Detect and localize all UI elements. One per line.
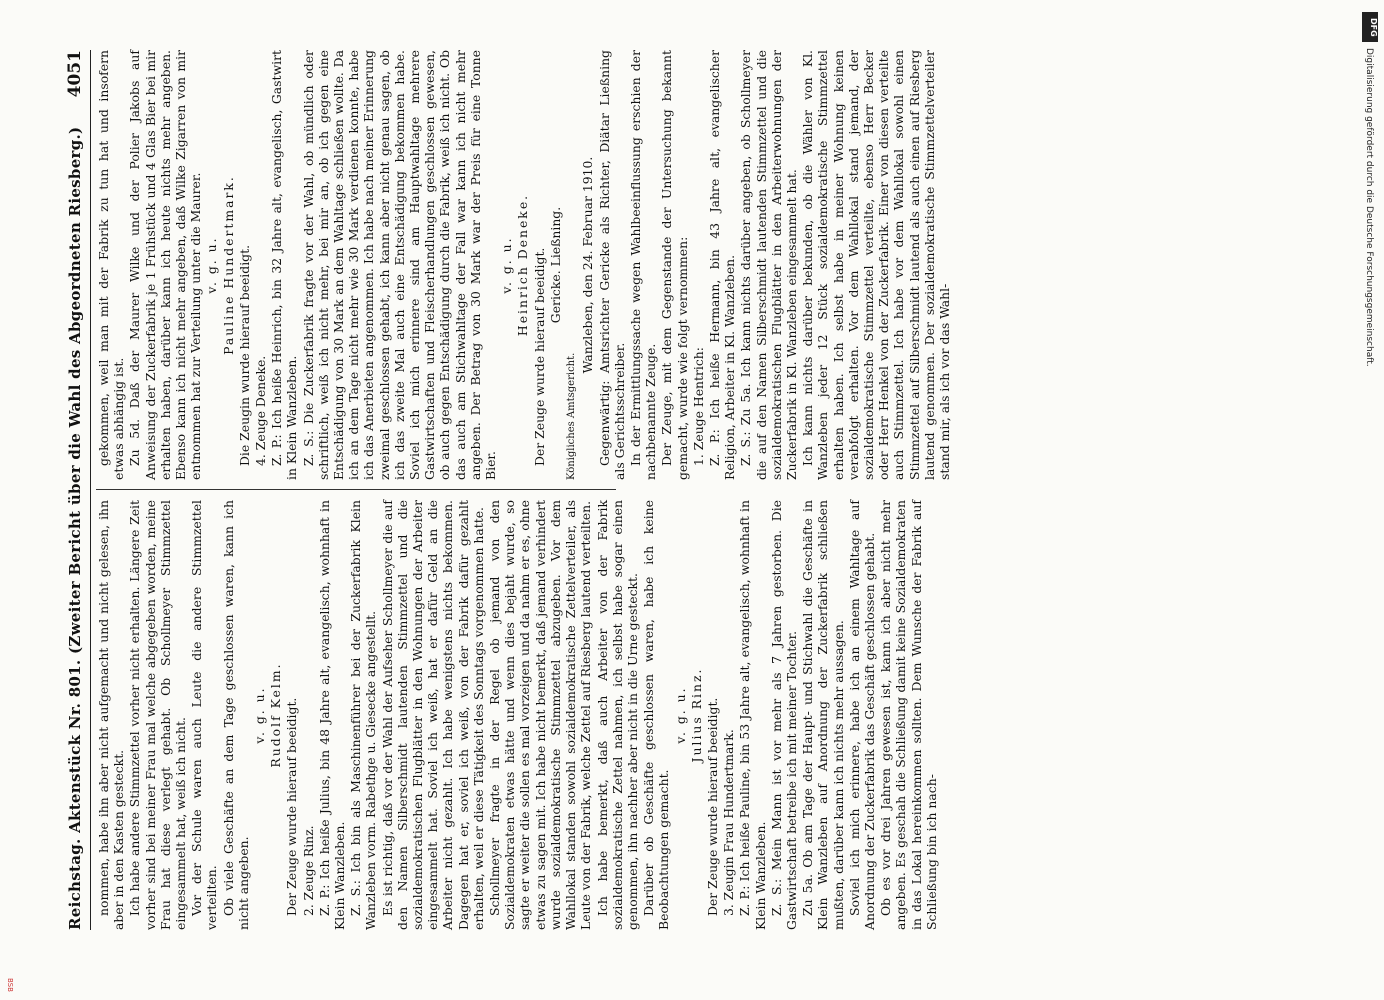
paragraph: Z. P.: Ich heiße Pauline, bin 53 Jahre alt, evangelisch, wohnhaft in Klein Wanzleben. (737, 500, 768, 930)
paragraph: Gegenwärtig: Amtsrichter Gericke als Richter, Diätar Ließning als Gerichtsschreiber. (596, 50, 627, 480)
rotated-document (60, 50, 952, 930)
paragraph: In der Ermittlungssache wegen Wahlbeeinflussung erschien der nachbenannte Zeuge. (627, 50, 659, 480)
paragraph: Z. S.: Die Zuckerfabrik fragte vor der Wahl, ob mündlich oder schriftlich, weiß ich nicht mehr, bei mir an, ob ich gegen eine Entschädigung von 30 Mark an dem Wahltage schließen wollte. Da ich an dem Tage nicht mehr wie 30 Mark verdienen konnte, habe ich das Anerbieten angenommen. Ich habe nach meiner Erinnerung zweimal geschlossen gehabt, ich kann aber nicht genau sagen, ob ich das zweite Mal auch eine Entschädigung bekommen habe. Soviel ich mich erinnere sind am Hauptwahltage mehrere Gastwirtschaften und Fleischerhandlungen geschlossen gewesen, ob auch gegen Entschädigung durch die Fabrik, weiß ich nicht. Ob das auch am Stichwahltage der Fall war kann ich nicht mehr angeben. Der Betrag von 30 Mark war der Preis für eine Tonne Bier. (300, 50, 499, 480)
paragraph: Z. S.: Ich bin als Maschinenführer bei der Zuckerfabrik Klein Wanzleben vorm. Rabethge u. Giesecke angestellt. (348, 500, 379, 930)
paragraph: Der Zeuge wurde hierauf beeidigt. (531, 247, 547, 466)
bsb-mark: BSB (6, 978, 14, 992)
paragraph: Z. S.: Mein Mann ist vor mehr als 7 Jahren gestorben. Die Gastwirtschaft betreibe ich mit meiner Tochter. (768, 500, 799, 930)
paragraph: Ich habe andere Stimmzettel vorher nicht erhalten. Längere Zeit vorher sind bei meiner Frau mal welche abgegeben worden, meine Frau hat diese verlegt gehabt. Ob Schollmeyer Stimmzettel eingesammelt hat, weiß ich nicht. (127, 500, 189, 930)
paragraph: Zu 5d. Daß der Maurer Wilke und der Polier Jakobs auf Anweisung der Zuckerfabrik je 1 Frühstück und 4 Glas Bier bei mir erhalten haben, darüber kann ich heute nichts mehr angeben. Ebenso kann ich nicht mehr angeben, daß Wilke Zigarren von mir entnommen hat zur Verteilung unter die Maurer. (127, 50, 204, 480)
paragraph: 4. Zeuge Deneke. (253, 355, 269, 466)
paragraph: Es ist richtig, daß vor der Wahl der Aufseher Schollmeyer die auf den Namen Silberschmidt lautenden Stimmzettel und die sozialdemokratischen Flugblätter in den Wohnungen der Arbeiter eingesammelt hat. Soviel ich weiß, hat er dafür Geld an die Arbeiter nicht gezahlt. Ich habe wenigstens nichts bekommen. Dagegen hat er, soviel ich weiß, von der Fabrik dafür gezahlt erhalten, weil er diese Tätigkeit des Sonntags vorgenommen hatte. (379, 500, 486, 930)
paragraph: Ich habe bemerkt, daß auch Arbeiter von der Fabrik sozialdemokratische Zettel nahmen, ich selbst habe sogar einen genommen, ihn nachher aber nicht in die Urne gesteckt. (594, 500, 640, 930)
header-title: Reichstag. Aktenstück Nr. 801. (Zweiter Bericht über die Wahl des Abgeordneten Riesberg.) (66, 126, 84, 930)
page-number: 4051 (65, 50, 85, 98)
paragraph: 3. Zeugin Frau Hundertmark. (721, 729, 737, 916)
text-column-left (96, 500, 939, 930)
paragraph: Vor der Schule waren auch Leute die andere Stimmzettel verteilten. (189, 500, 220, 930)
paragraph: Wanzleben, den 24. Februar 1910. (580, 156, 596, 374)
paragraph: Die Zeugin wurde hierauf beeidigt. (236, 244, 252, 466)
paragraph: Königliches Amtsgericht. (566, 352, 578, 480)
paragraph: Z. P.: Ich heiße Hermann, bin 43 Jahre alt, evangelischer Religion, Arbeiter in Kl. Wanzleben. (706, 50, 738, 480)
paragraph: nommen, habe ihn aber nicht aufgemacht und nicht gelesen, ihn aber in den Kasten gesteckt. (96, 500, 127, 930)
paragraph: Z. S.: Zu 5a. Ich kann nichts darüber angeben, ob Schollmeyer die auf den Namen Silberschmidt lautenden Stimmzettel und die sozialdemokratischen Flugblätter in den Arbeiterwohnungen der Zuckerfabrik in Kl. Wanzleben eingesammelt hat. (738, 50, 799, 480)
paragraph: v. g. u. (252, 686, 268, 744)
paragraph: Rudolf Kelm. (268, 662, 284, 768)
paragraph: Zu 5a. Ob am Tage der Haupt- und Stichwahl die Geschäfte in Klein Wanzleben auf Anordnung der Zuckerfabrik schließen mußten, darüber kann ich nichts mehr aussagen. (800, 500, 846, 930)
column-divider (96, 489, 616, 490)
paragraph: Pauline Hundertmark. (220, 175, 236, 355)
paragraph: 1. Zeuge Hentrich: (690, 347, 706, 466)
paragraph: Ich kann nichts darüber bekunden, ob die Wähler von Kl. Wanzleben jeder 12 Stück sozialdemokratische Stimmzettel erhalten haben. Ich selbst habe in meiner Wohnung keinen verabfolgt erhalten. Vor dem Wahllokal stand jemand, der sozialdemokratische Stimmzettel verteilte, ebenso Herr Becker oder Herr Henkel von der Zuckerfabrik. Einer von diesen verteilte auch Stimmzettel. Ich habe vor dem Wahllokal sowohl einen Stimmzettel auf Silberschmidt lautend als auch einen auf Riesberg lautend genommen. Der sozialdemokratische Stimmzettelverteiler stand mir, als ich vor das Wahl- (800, 50, 952, 480)
text-column-right (96, 50, 952, 480)
paragraph: Ob es vor drei Jahren gewesen ist, kann ich aber nicht mehr angeben. Es geschah die Schließung damit keine Sozialdemokraten in das Lokal hereinkommen sollten. Dem Wunsche der Fabrik auf Schließung bin ich nach- (878, 500, 939, 930)
paragraph: Der Zeuge wurde hierauf beeidigt. (704, 697, 720, 916)
page-header (60, 50, 91, 930)
paragraph: gekommen, weil man mit der Fabrik zu tun hat und insofern etwas abhängig ist. (96, 50, 127, 480)
paragraph: Z. P.: Ich heiße Julius, bin 48 Jahre alt, evangelisch, wohnhaft in Klein Wanzleben. (316, 500, 348, 930)
paragraph: 2. Zeuge Rinz. (300, 825, 316, 916)
paragraph: v. g. u. (204, 236, 220, 294)
digitization-note: Digitalisierung gefördert durch die Deutsche Forschungsgemeinschaft. (1364, 48, 1374, 367)
paragraph: Z. P.: Ich heiße Heinrich, bin 32 Jahre alt, evangelisch, Gastwirt in Klein Wanzleben. (269, 50, 300, 480)
paragraph: Soviel ich mich erinnere, habe ich an einem Wahltage auf Anordnung der Zuckerfabrik das Geschäft geschlossen gehabt. (846, 500, 877, 930)
paragraph: Gericke. Ließning. (547, 206, 563, 324)
paragraph: v. g. u. (672, 686, 688, 744)
paragraph: Julius Rinz. (688, 667, 704, 763)
paragraph: Schollmeyer fragte in der Regel ob jemand von den Sozialdemokraten etwas hätte und wenn dies bejaht wurde, so sagte er weiter die sollen es mal vorzeigen und da nahm er es, ohne etwas zu sagen mit. Ich habe nicht bemerkt, daß jemand verhindert wurde sozialdemokratische Stimmzettel abzugeben. Vor dem Wahllokal standen sowohl sozialdemokratische Zettelverteiler, als Leute von der Fabrik, welche Zettel auf Riesberg lautend verteilten. (487, 500, 594, 930)
paragraph: v. g. u. (499, 236, 515, 294)
paragraph: Heinrich Deneke. (515, 193, 531, 337)
dfg-logo: DFG (1362, 12, 1378, 42)
paragraph: Der Zeuge wurde hierauf beeidigt. (284, 697, 300, 916)
paragraph: Ob viele Geschäfte an dem Tage geschlossen waren, kann ich nicht angeben. (220, 500, 251, 930)
paragraph: Der Zeuge, mit dem Gegenstande der Untersuchung bekannt gemacht, wurde wie folgt vernommen: (659, 50, 690, 480)
paragraph: Darüber ob Geschäfte geschlossen waren, habe ich keine Beobachtungen gemacht. (641, 500, 672, 930)
